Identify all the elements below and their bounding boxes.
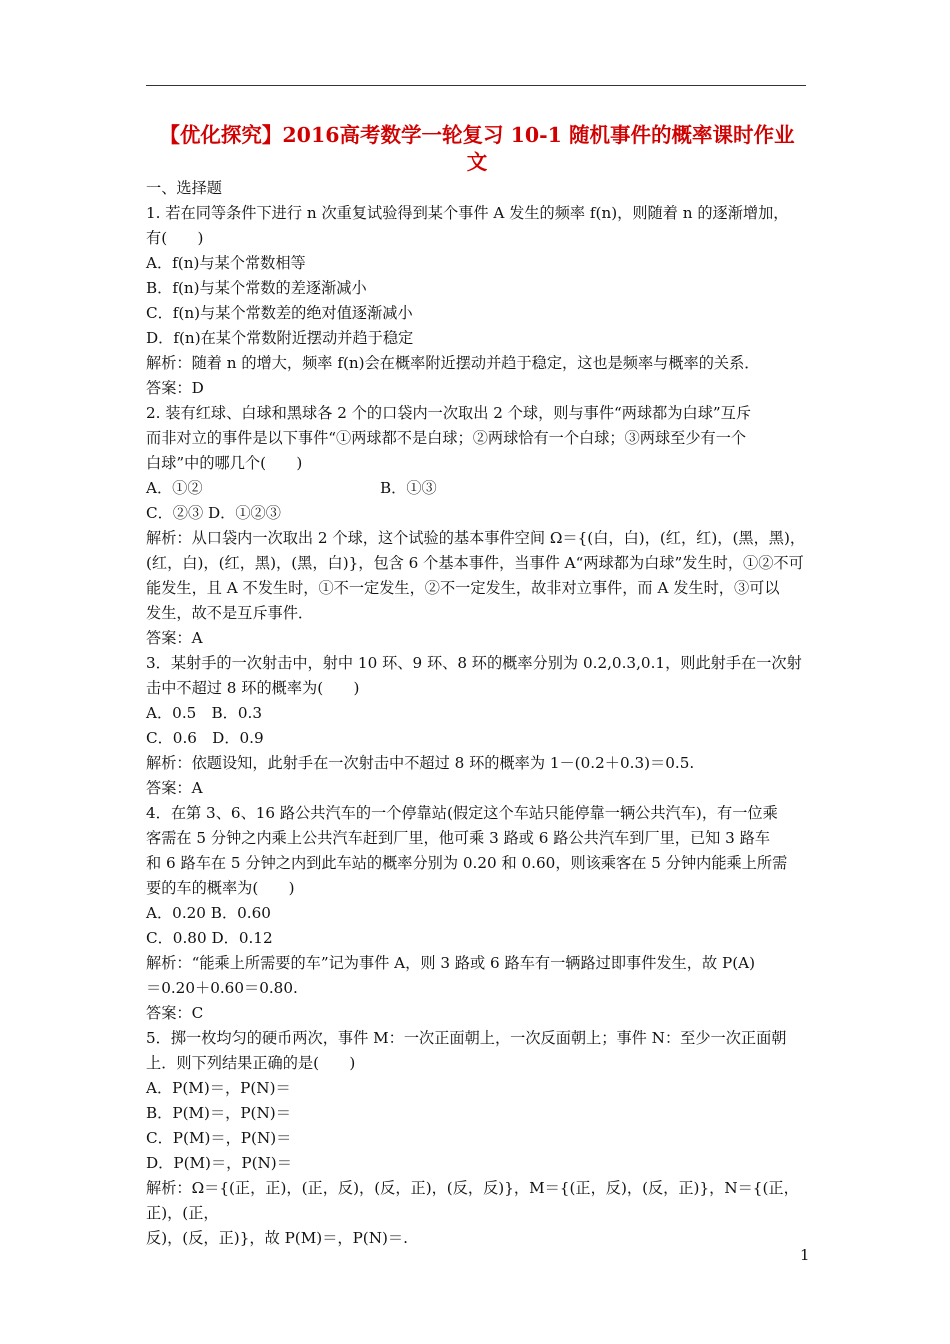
header-rule: [146, 85, 806, 86]
page-number: 1: [800, 1246, 810, 1264]
text-line: 白球”中的哪几个( ): [146, 454, 303, 472]
analysis-line: 解析：依题设知，此射手在一次射击中不超过 8 环的概率为 1－(0.2＋0.3)＝0.5.: [146, 754, 695, 772]
option-line: A．0.20 B．0.60: [146, 904, 271, 922]
analysis-line: (红，白)，(红，黑)，(黑，白)}，包含 6 个基本事件，当事件 A“两球都为白球”发生时，①②不可: [146, 554, 804, 572]
answer-line: 答案：C: [146, 1004, 204, 1022]
option-line: A．0.5 B．0.3: [146, 704, 262, 722]
text-line: 要的车的概率为( ): [146, 879, 295, 897]
analysis-line: 反)，(反，正)}，故 P(M)＝，P(N)＝.: [146, 1229, 408, 1247]
title-line-1: 【优化探究】2016高考数学一轮复习 10-1 随机事件的概率课时作业: [159, 123, 795, 147]
text-line: 有( ): [146, 229, 204, 247]
analysis-line: 解析：随着 n 的增大，频率 f(n)会在概率附近摆动并趋于稳定，这也是频率与概率的关系．: [146, 354, 760, 372]
document-body: [146, 176, 811, 1251]
answer-line: 答案：A: [146, 779, 203, 797]
option-line: C．②③ D．①②③: [146, 504, 281, 522]
analysis-line: 解析：从口袋内一次取出 2 个球，这个试验的基本事件空间 Ω＝{(白，白)，(红，红)，(黑，黑)，: [146, 529, 806, 547]
title-line-2: 文: [466, 150, 488, 174]
text-line: 5．掷一枚均匀的硬币两次，事件 M：一次正面朝上，一次反面朝上；事件 N：至少一次正面朝: [146, 1029, 787, 1047]
option-line: C．f(n)与某个常数差的绝对值逐渐减小: [146, 304, 413, 322]
option-line: C．0.6 D．0.9: [146, 729, 264, 747]
text-line: 客需在 5 分钟之内乘上公共汽车赶到厂里，他可乘 3 路或 6 路公共汽车到厂里，已知 3 路车: [146, 829, 771, 847]
answer-line: 答案：A: [146, 629, 203, 647]
option-line: A．f(n)与某个常数相等: [146, 254, 306, 272]
option-line: B．P(M)＝，P(N)＝: [146, 1104, 291, 1122]
analysis-line: 发生，故不是互斥事件．: [146, 604, 314, 622]
option-line: B．f(n)与某个常数的差逐渐减小: [146, 279, 367, 297]
text-line: 和 6 路车在 5 分钟之内到此车站的概率分别为 0.20 和 0.60，则该乘客在 5 分钟内能乘上所需: [146, 854, 788, 872]
option-a: A．①②: [146, 479, 203, 497]
option-line: C．P(M)＝，P(N)＝: [146, 1129, 292, 1147]
analysis-line: 解析：“能乘上所需要的车”记为事件 A，则 3 路或 6 路车有一辆路过即事件发生，故 P(A): [146, 954, 756, 972]
section-heading: 一、选择题: [146, 179, 222, 197]
option-line: D．P(M)＝，P(N)＝: [146, 1154, 292, 1172]
analysis-line: 解析：Ω＝{(正，正)，(正，反)，(反，正)，(反，反)}，M＝{(正，反)，(反，正)}，N＝{(正，正)，(正，: [146, 1179, 799, 1222]
option-pair-line: [146, 476, 811, 501]
text-line: 1. 若在同等条件下进行 n 次重复试验得到某个事件 A 发生的频率 f(n)，则随着 n 的逐渐增加，: [146, 204, 789, 222]
answer-line: 答案：D: [146, 379, 204, 397]
text-line: 而非对立的事件是以下事件“①两球都不是白球；②两球恰有一个白球；③两球至少有一个: [146, 429, 747, 447]
text-line: 击中不超过 8 环的概率为( ): [146, 679, 360, 697]
option-line: C．0.80 D．0.12: [146, 929, 273, 947]
text-line: 3．某射手的一次射击中，射中 10 环、9 环、8 环的概率分别为 0.2,0.3,0.1，则此射手在一次射: [146, 654, 802, 672]
document-title: [146, 122, 808, 176]
text-line: 2. 装有红球、白球和黑球各 2 个的口袋内一次取出 2 个球，则与事件“两球都为白球”互斥: [146, 404, 752, 422]
analysis-line: 能发生，且 A 不发生时，①不一定发生，②不一定发生，故非对立事件，而 A 发生时，③可以: [146, 579, 780, 597]
option-line: A．P(M)＝，P(N)＝: [146, 1079, 291, 1097]
option-b: B．①③: [380, 479, 437, 497]
text-line: 4．在第 3、6、16 路公共汽车的一个停靠站(假定这个车站只能停靠一辆公共汽车)，有一位乘: [146, 804, 778, 822]
option-line: D．f(n)在某个常数附近摆动并趋于稳定: [146, 329, 414, 347]
analysis-line: ＝0.20＋0.60＝0.80.: [146, 979, 298, 997]
text-line: 上．则下列结果正确的是( ): [146, 1054, 356, 1072]
